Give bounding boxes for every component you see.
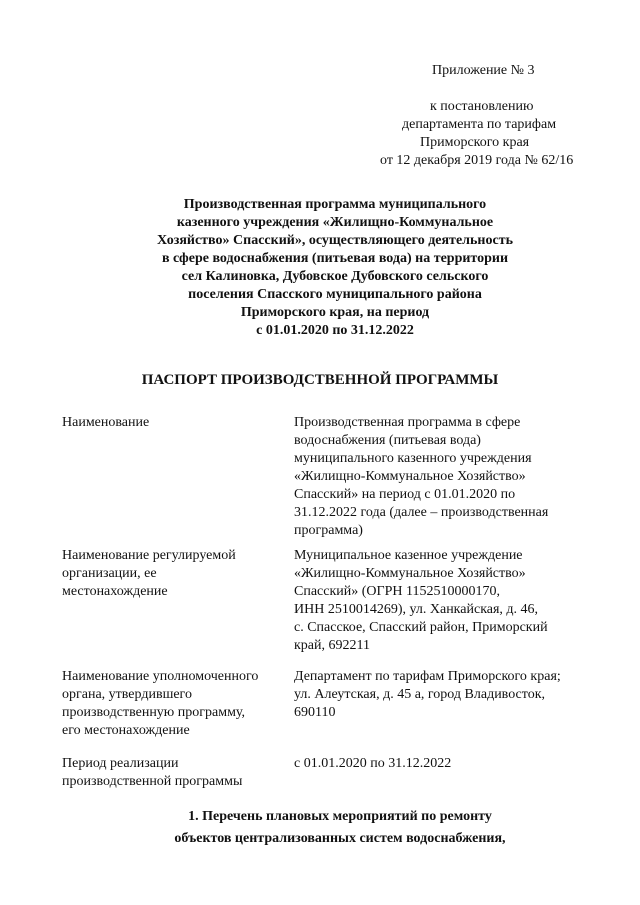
passport-label xyxy=(62,547,282,601)
value-line: муниципального казенного учреждения xyxy=(294,451,532,466)
program-title xyxy=(130,196,540,340)
value-line: ул. Алеутская, д. 45 а, город Владивосток, xyxy=(294,687,545,702)
passport-label xyxy=(62,414,282,432)
annex-line: от 12 декабря 2019 года № 62/16 xyxy=(380,153,574,168)
value-line: 690110 xyxy=(294,705,336,720)
label-line: организации, ее xyxy=(62,566,157,581)
title-line: поселения Спасского муниципального района xyxy=(188,287,482,302)
section-heading-line: объектов централизованных систем водоснабжения, xyxy=(174,831,506,846)
value-line: Спасский» (ОГРН 1152510000170, xyxy=(294,584,501,599)
value-line: «Жилищно-Коммунальное Хозяйство» xyxy=(294,566,526,581)
value-line: с 01.01.2020 по 31.12.2022 xyxy=(294,756,452,771)
label-line: Наименование xyxy=(62,415,150,430)
passport-heading: ПАСПОРТ ПРОИЗВОДСТВЕННОЙ ПРОГРАММЫ xyxy=(141,372,499,388)
value-line: Производственная программа в сфере xyxy=(294,415,521,430)
value-line: программа) xyxy=(294,523,363,538)
value-line: с. Спасское, Спасский район, Приморский xyxy=(294,620,548,635)
value-line: ИНН 2510014269), ул. Ханкайская, д. 46, xyxy=(294,602,539,617)
passport-value xyxy=(294,755,584,773)
value-line: Спасский» на период с 01.01.2020 по xyxy=(294,487,516,502)
label-line: Наименование регулируемой xyxy=(62,548,236,563)
label-line: Наименование уполномоченного xyxy=(62,669,259,684)
value-line: край, 692211 xyxy=(294,638,370,653)
value-line: водоснабжения (питьевая вода) xyxy=(294,433,481,448)
label-line: его местонахождение xyxy=(62,723,190,738)
passport-value xyxy=(294,668,584,722)
passport-label xyxy=(62,755,282,791)
section-heading xyxy=(0,806,640,850)
value-line: Департамент по тарифам Приморского края; xyxy=(294,669,561,684)
title-line: в сфере водоснабжения (питьевая вода) на территории xyxy=(161,251,509,266)
title-line: Производственная программа муниципального xyxy=(183,197,487,212)
title-line: Хозяйство» Спасский», осуществляющего деятельность xyxy=(157,233,513,248)
annex-block xyxy=(380,62,620,170)
value-line: Муниципальное казенное учреждение xyxy=(294,548,523,563)
annex-number: Приложение № 3 xyxy=(432,63,535,78)
value-line: 31.12.2022 года (далее – производственная xyxy=(294,505,549,520)
label-line: местонахождение xyxy=(62,584,168,599)
annex-line: к постановлению xyxy=(430,99,534,114)
value-line: «Жилищно-Коммунальное Хозяйство» xyxy=(294,469,526,484)
passport-label xyxy=(62,668,282,740)
title-line: казенного учреждения «Жилищно-Коммунальное xyxy=(176,215,494,230)
annex-line: департамента по тарифам xyxy=(402,117,557,132)
title-line: Приморского края, на период xyxy=(240,305,430,320)
annex-line: Приморского края xyxy=(420,135,530,150)
passport-value xyxy=(294,414,584,540)
title-line: сел Калиновка, Дубовское Дубовского сельского xyxy=(181,269,489,284)
title-line: с 01.01.2020 по 31.12.2022 xyxy=(256,323,414,338)
label-line: производственной программы xyxy=(62,774,243,789)
passport-value xyxy=(294,547,584,655)
label-line: органа, утвердившего xyxy=(62,687,192,702)
label-line: производственную программу, xyxy=(62,705,246,720)
label-line: Период реализации xyxy=(62,756,179,771)
section-heading-line: 1. Перечень плановых мероприятий по ремонту xyxy=(188,809,492,824)
